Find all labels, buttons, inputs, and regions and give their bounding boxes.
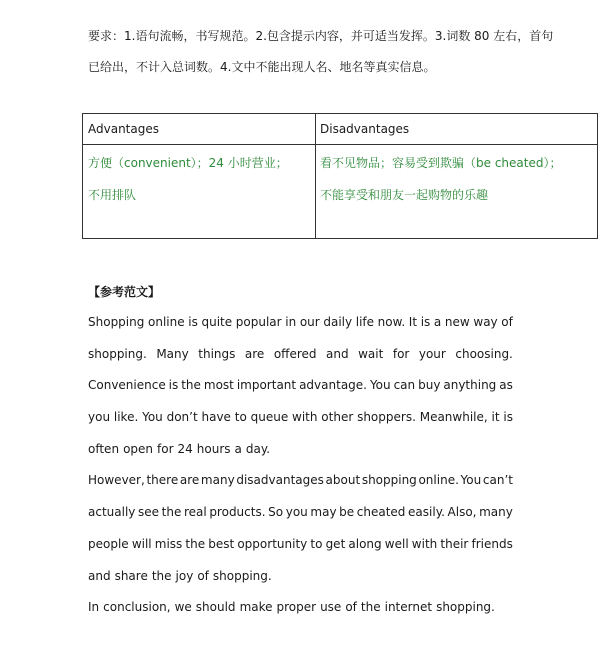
essay-word: many [479,505,513,520]
essay-line [88,341,513,373]
essay-word: the [181,378,201,393]
essay-word: is [420,315,431,329]
essay-word: 24 [177,441,193,456]
essay-word: proper [276,600,317,615]
essay-word: cheated [356,505,406,520]
disadvantage-item: 看不见物品；容易受到欺骗（be cheated）； [320,156,562,170]
essay-word: Many [156,346,189,361]
essay-word: disadvantages [236,473,324,488]
essay-word: to [234,410,247,425]
essay-word: It [408,315,418,329]
essay-word: popular [235,315,282,329]
essay-line [88,372,513,404]
essay-word: are [179,473,200,488]
essay-word: it [491,410,500,425]
disadvantage-item: 不能享受和朋友一起购物的乐趣 [320,188,489,202]
essay-word: can [393,378,416,393]
essay-word: products. [209,505,266,520]
essay-word: the [360,600,381,615]
essay-line [88,309,513,341]
table-column-divider [315,114,316,238]
essay-word: make [239,600,273,615]
essay-word: as [499,378,513,393]
essay-word: day. [245,441,271,456]
essay-word: You [460,473,482,488]
essay-word: other [321,410,354,425]
essay-word: best [208,536,235,551]
essay-word: online [148,315,185,329]
essay-word: the [185,536,206,551]
header-advantages: Advantages [88,122,159,136]
essay-word: see [138,505,160,520]
essay-word: offered [273,346,317,361]
essay-word: our [299,315,320,329]
essay-word: there [146,473,179,488]
essay-word: opportunity [237,536,308,551]
essay-word: have [201,410,231,425]
essay-word: Also, [447,505,477,520]
essay-word: well [384,536,409,551]
essay-word: many [200,473,235,488]
essay-word: of [197,568,209,583]
advantage-item: 不用排队 [88,188,137,202]
essay-word: choosing. [455,346,513,361]
essay-word: of [501,315,513,329]
essay-word: easily. [408,505,445,520]
essay-word: will [131,536,152,551]
essay-word: buy [418,378,441,393]
essay-word: miss [154,536,183,551]
essay-word: people [88,536,129,551]
essay-word: the [151,568,172,583]
essay-word: be [339,505,355,520]
essay-word: we [174,600,192,615]
essay-word: open [123,441,154,456]
essay-word: the [161,505,182,520]
essay-word: queue [250,410,289,425]
essay-word: for [157,441,174,456]
essay-word: now. [377,315,406,329]
essay-word: friends [471,536,513,551]
essay-word: In [88,600,100,615]
essay-word: internet [384,600,433,615]
essay-line [88,563,513,595]
essay-word: is [168,378,179,393]
essay-word: Meanwhile, [419,410,488,425]
essay-word: Shopping [88,315,145,329]
essay-word: along [348,536,382,551]
essay-line [88,531,513,563]
essay-word: shopping. [436,600,495,615]
essay-word: shopping [361,473,417,488]
essay-word: conclusion, [103,600,171,615]
requirements-line-1: 要求：1.语句流畅，书写规范。2.包含提示内容，并可适当发挥。3.词数 80 左右，首句 [88,29,554,43]
essay-word: and [88,568,111,583]
essay-word: life [355,315,375,329]
header-disadvantages: Disadvantages [320,122,410,136]
essay-word: joy [175,568,194,583]
essay-word: for [392,346,410,361]
essay-word: important [236,378,297,393]
essay-word: often [88,441,120,456]
essay-word: You [142,410,163,425]
reference-essay-title: 【参考范文】 [88,285,161,299]
essay-word: is [503,410,513,425]
essay-word: shopping. [88,346,147,361]
essay-word: may [310,505,337,520]
essay-word: quite [201,315,233,329]
essay-word: like. [113,410,139,425]
essay-word: is [188,315,198,329]
essay-word: and [326,346,349,361]
essay-word: However, [88,473,145,488]
essay-word: actually [88,505,136,520]
essay-word: So [268,505,284,520]
essay-word: things [198,346,236,361]
essay-word: use [320,600,342,615]
essay-word: real [183,505,207,520]
essay-word: in [285,315,297,329]
essay-word: way [473,315,498,329]
essay-line [88,404,513,436]
essay-word: a [234,441,242,456]
reference-essay [88,309,513,626]
essay-line [88,436,513,468]
essay-word: you [88,410,111,425]
essay-word: their [440,536,469,551]
pros-cons-table [82,113,598,239]
essay-word: with [292,410,318,425]
essay-word: new [444,315,470,329]
essay-word: You [369,378,391,393]
essay-word: shopping. [212,568,272,583]
essay-word: with [411,536,438,551]
essay-word: hours [196,441,231,456]
essay-word: are [244,346,265,361]
essay-word: can’t [482,473,513,488]
essay-word: a [433,315,442,329]
essay-word: daily [323,315,353,329]
essay-line [88,594,513,626]
essay-word: get [325,536,346,551]
essay-word: share [114,568,148,583]
essay-word: you [285,505,308,520]
essay-word: online. [418,473,459,488]
essay-line [88,467,513,499]
essay-word: shoppers. [357,410,416,425]
essay-word: to [310,536,323,551]
essay-word: anything [443,378,497,393]
essay-line [88,499,513,531]
essay-word: your [418,346,446,361]
essay-word: Convenience [88,378,166,393]
advantage-item: 方便（convenient）；24 小时营业； [88,156,288,170]
essay-word: don’t [166,410,198,425]
essay-word: of [345,600,357,615]
essay-word: about [325,473,361,488]
requirements-line-2: 已给出，不计入总词数。4.文中不能出现人名、地名等真实信息。 [88,60,436,74]
essay-word: advantage. [299,378,367,393]
essay-word: wait [358,346,384,361]
essay-word: most [203,378,234,393]
essay-word: should [195,600,236,615]
